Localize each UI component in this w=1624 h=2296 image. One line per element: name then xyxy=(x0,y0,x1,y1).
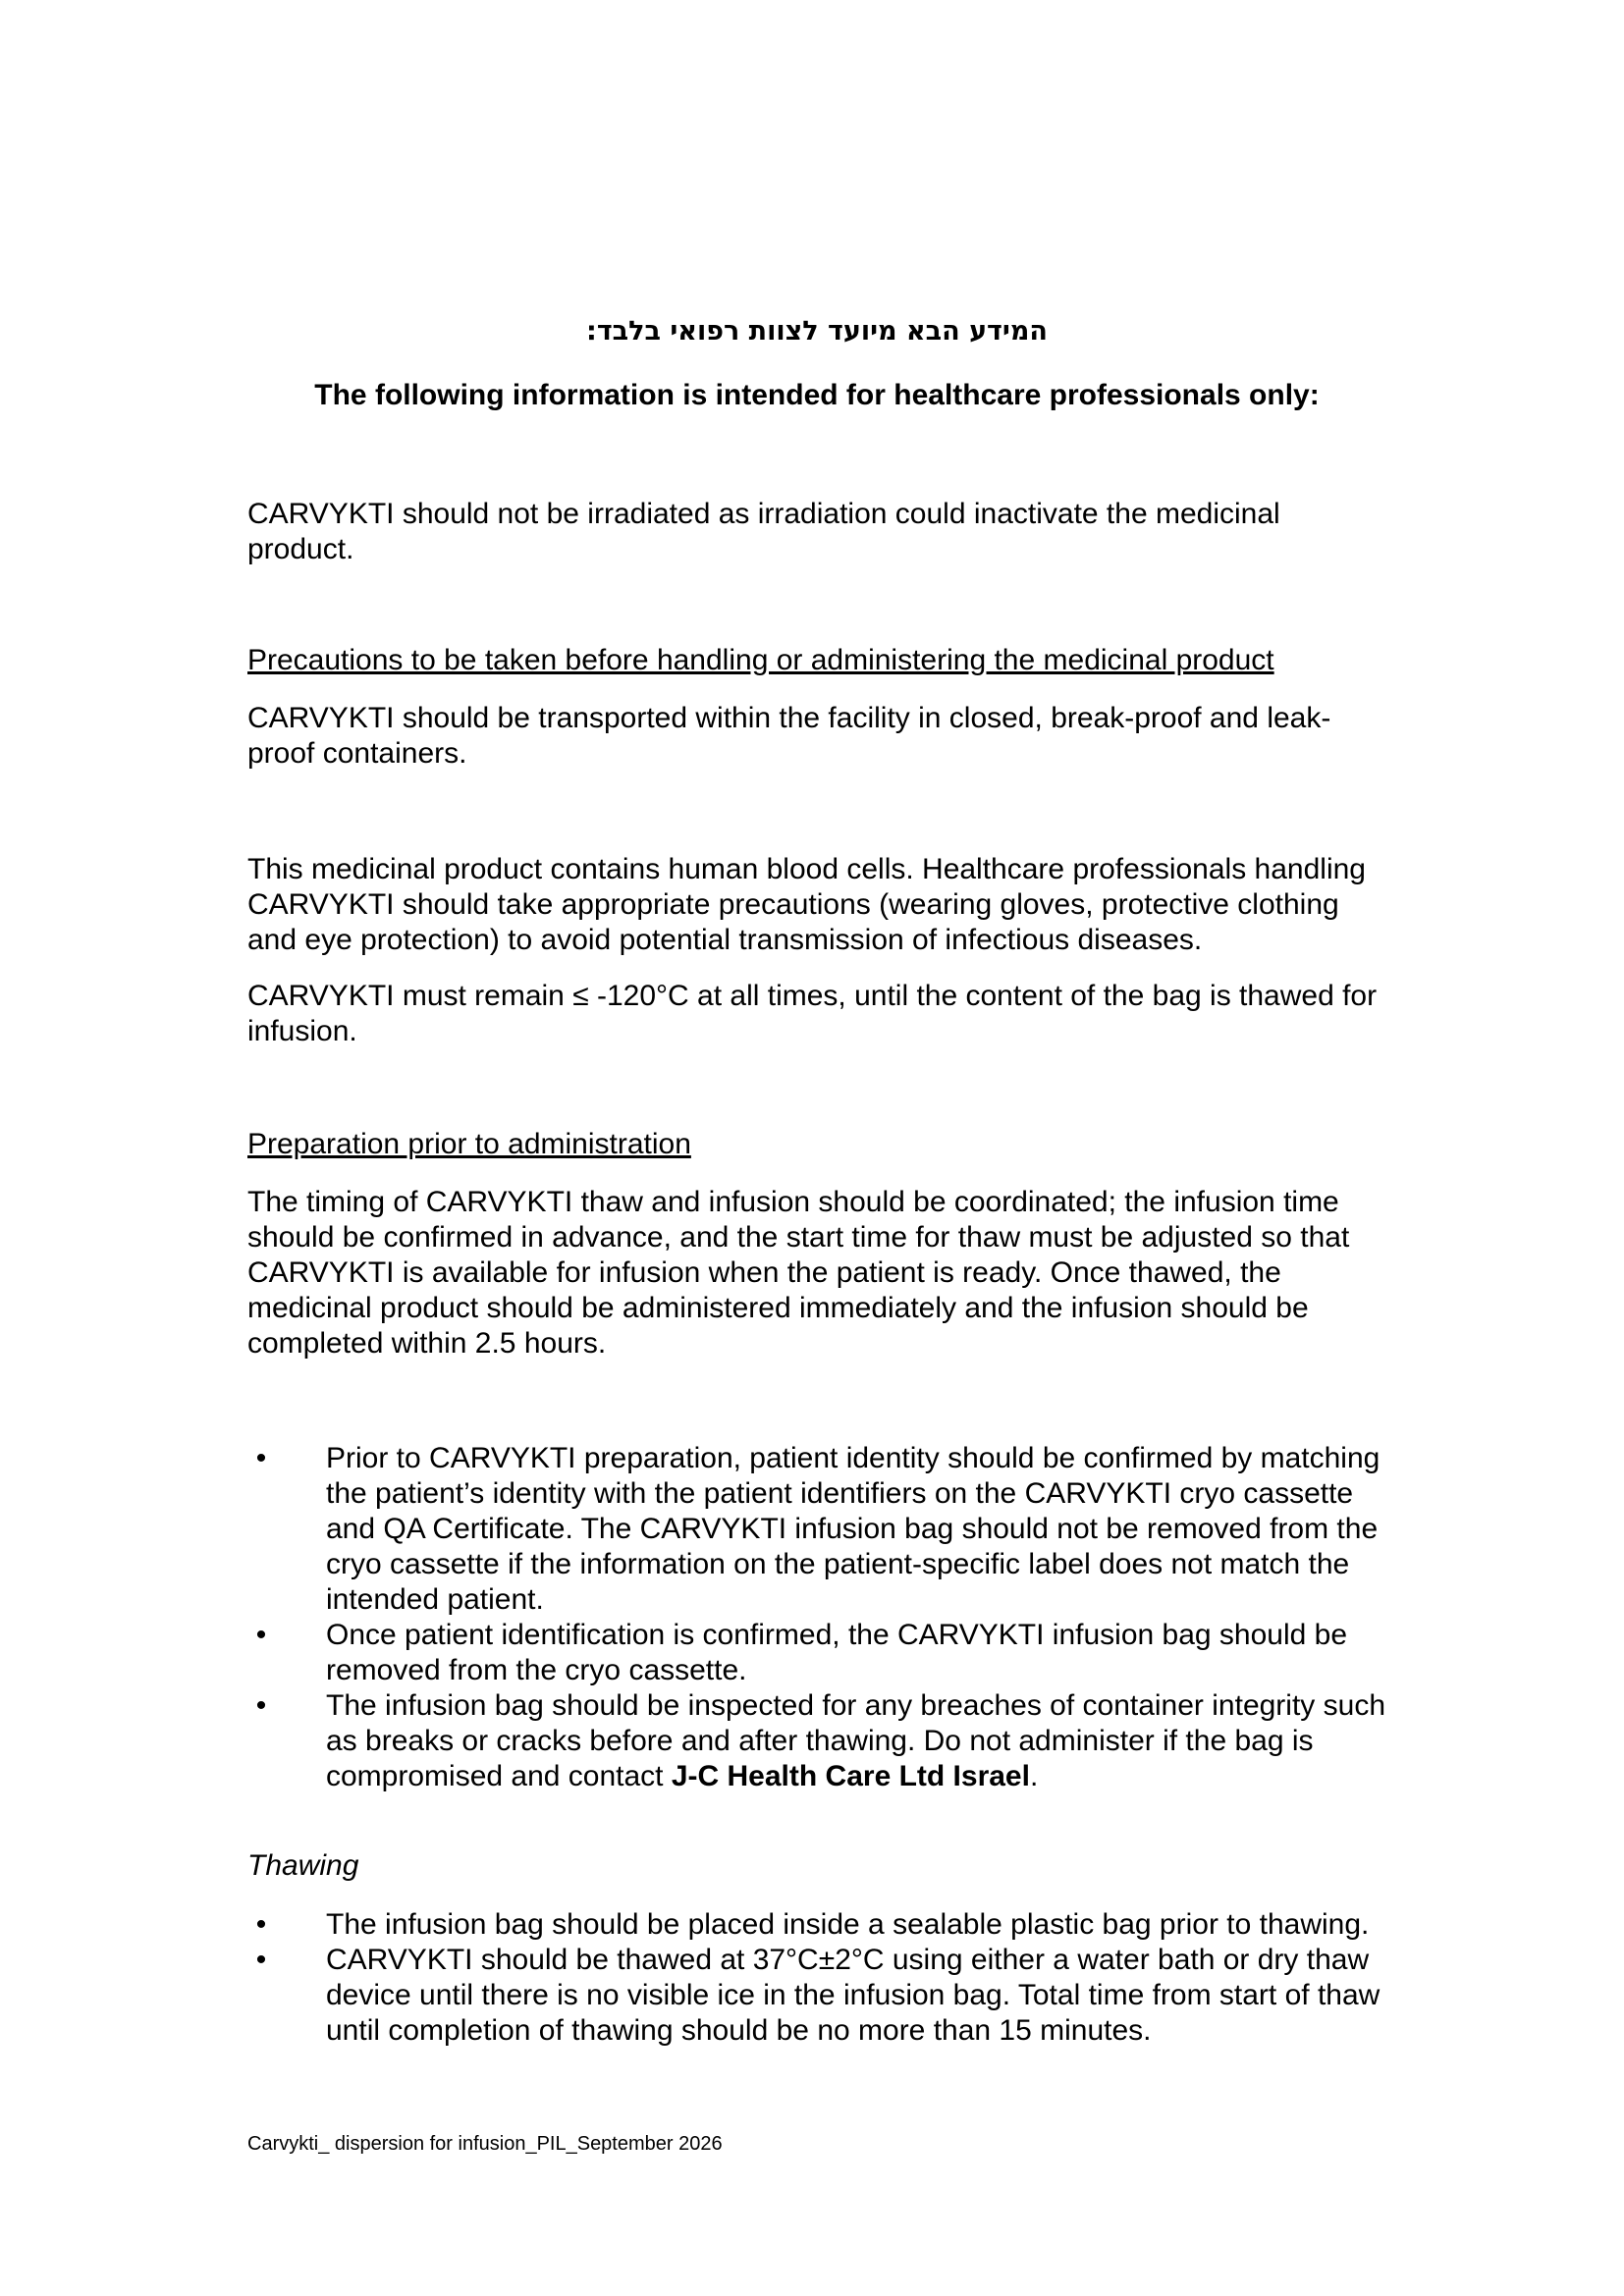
preparation-bullet-list xyxy=(247,1441,1386,1794)
list-item-text: The infusion bag should be placed inside a sealable plastic bag prior to thawing. xyxy=(326,1908,1370,1941)
list-item xyxy=(247,1943,1386,2049)
list-item xyxy=(247,1618,1386,1688)
hebrew-heading: המידע הבא מיועד לצוות רפואי בלבד: xyxy=(586,316,1048,347)
list-item xyxy=(247,1907,1386,1943)
bullet-icon: • xyxy=(255,1689,267,1722)
list-item xyxy=(247,1688,1386,1794)
bullet-icon: • xyxy=(255,1944,267,1976)
list-item xyxy=(247,1441,1386,1618)
precautions-paragraph-2: This medicinal product contains human blood cells. Healthcare professionals handling CARVYKTI should take appropriate precautions (wearing gloves, protective clothing and eye protection) to avoid potential transmission of infectious diseases. xyxy=(247,853,1366,956)
list-item-text: Once patient identification is confirmed, the CARVYKTI infusion bag should be removed from the cryo cassette. xyxy=(326,1619,1348,1686)
company-name: J-C Health Care Ltd Israel xyxy=(671,1760,1030,1792)
list-item-text: The infusion bag should be inspected for any breaches of container integrity such as breaks or cracks before and after thawing. Do not administer if the bag is compromised and contact xyxy=(326,1689,1386,1792)
preparation-heading: Preparation prior to administration xyxy=(247,1128,691,1160)
page-footer: Carvykti_ dispersion for infusion_PIL_September 2026 xyxy=(247,2133,723,2155)
precautions-paragraph-1: CARVYKTI should be transported within the facility in closed, break-proof and leak-proof containers. xyxy=(247,702,1331,770)
intro-paragraph: CARVYKTI should not be irradiated as irradiation could inactivate the medicinal product. xyxy=(247,498,1280,565)
list-item-text: CARVYKTI should be thawed at 37°C±2°C using either a water bath or dry thaw device until there is no visible ice in the infusion bag. Total time from start of thaw until completion of thawing should be no more than 15 minutes. xyxy=(326,1944,1380,2047)
thawing-heading: Thawing xyxy=(247,1849,359,1882)
precautions-paragraph-3: CARVYKTI must remain ≤ -120°C at all times, until the content of the bag is thawed for infusion. xyxy=(247,980,1378,1047)
english-heading: The following information is intended for healthcare professionals only: xyxy=(314,379,1320,411)
preparation-paragraph: The timing of CARVYKTI thaw and infusion should be coordinated; the infusion time should be confirmed in advance, and the start time for thaw must be adjusted so that CARVYKTI is available for infusion when the patient is ready. Once thawed, the medicinal product should be administered immediately and the infusion should be completed within 2.5 hours. xyxy=(247,1186,1350,1360)
list-item-text-end: . xyxy=(1029,1760,1039,1792)
bullet-icon: • xyxy=(255,1619,267,1651)
list-item-text: Prior to CARVYKTI preparation, patient identity should be confirmed by matching the patient’s identity with the patient identifiers on the CARVYKTI cryo cassette and QA Certificate. The CARVYKTI infusion bag should not be removed from the cryo cassette if the information on the patient-specific label does not match the intended patient. xyxy=(326,1442,1380,1616)
bullet-icon: • xyxy=(255,1442,267,1474)
bullet-icon: • xyxy=(255,1908,267,1941)
thawing-bullet-list xyxy=(247,1907,1386,2049)
precautions-heading: Precautions to be taken before handling or administering the medicinal product xyxy=(247,644,1274,676)
